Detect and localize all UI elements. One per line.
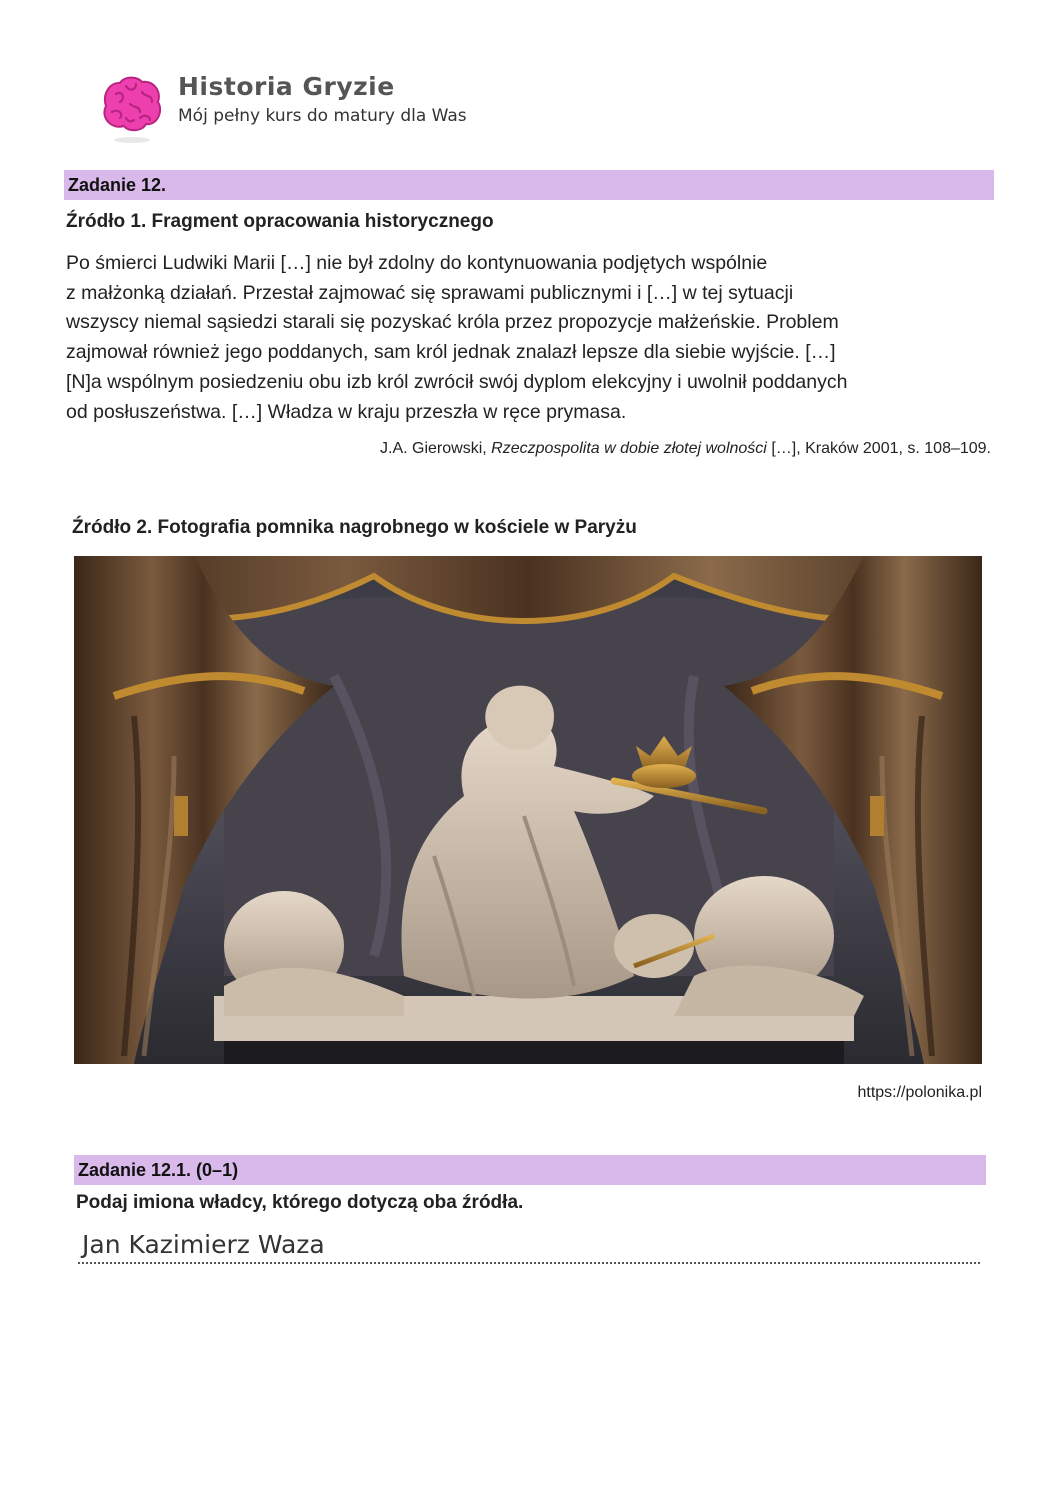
brand-subtitle: Mój pełny kurs do matury dla Was bbox=[178, 106, 467, 126]
subtask-title-bar: Zadanie 12.1. (0–1) bbox=[74, 1155, 986, 1185]
source2-credit: https://polonika.pl bbox=[857, 1084, 982, 1101]
tomb-monument-photo bbox=[74, 556, 982, 1064]
passage-line: wszyscy niemal sąsiedzi starali się pozyskać króla przez propozycje małżeńskie. Problem bbox=[66, 311, 839, 334]
source2-heading bbox=[72, 517, 637, 539]
passage-line: Po śmierci Ludwiki Marii […] nie był zdolny do kontynuowania podjętych wspólnie bbox=[66, 252, 768, 274]
brain-icon bbox=[96, 72, 166, 144]
task-title-bar: Zadanie 12. bbox=[64, 170, 994, 200]
passage-line: od posłuszeństwa. […] Władza w kraju przeszła w ręce prymasa. bbox=[66, 400, 627, 423]
source2-lead: Źródło 2. bbox=[72, 517, 153, 538]
source1-citation bbox=[380, 440, 991, 458]
subtask-question: Podaj imiona władcy, którego dotyczą oba źródła. bbox=[76, 1192, 524, 1213]
handwritten-answer: Jan Kazimierz Waza bbox=[82, 1230, 325, 1259]
source1-passage bbox=[66, 249, 986, 427]
source2-title: Fotografia pomnika nagrobnego w kościele w Paryżu bbox=[157, 517, 637, 538]
citation-work: Rzeczpospolita w dobie złotej wolności bbox=[491, 440, 767, 457]
source1-heading bbox=[66, 211, 494, 233]
brand-title: Historia Gryzie bbox=[178, 72, 395, 101]
passage-line: zajmował również jego poddanych, sam król jednak znalazł lepsze dla siebie wyjście. […] bbox=[66, 341, 836, 364]
citation-author: J.A. Gierowski, bbox=[380, 440, 487, 457]
answer-dotted-line bbox=[78, 1262, 980, 1264]
header bbox=[96, 68, 596, 148]
passage-line: z małżonką działań. Przestał zajmować się sprawami publicznymi i […] w tej sytuacji bbox=[66, 281, 794, 304]
passage-line: [N]a wspólnym posiedzeniu obu izb król zwrócił swój dyplom elekcyjny i uwolnił poddanych bbox=[66, 370, 848, 393]
source1-title: Fragment opracowania historycznego bbox=[151, 211, 494, 232]
citation-rest: […], Kraków 2001, s. 108–109. bbox=[771, 440, 991, 457]
source1-lead: Źródło 1. bbox=[66, 211, 147, 232]
